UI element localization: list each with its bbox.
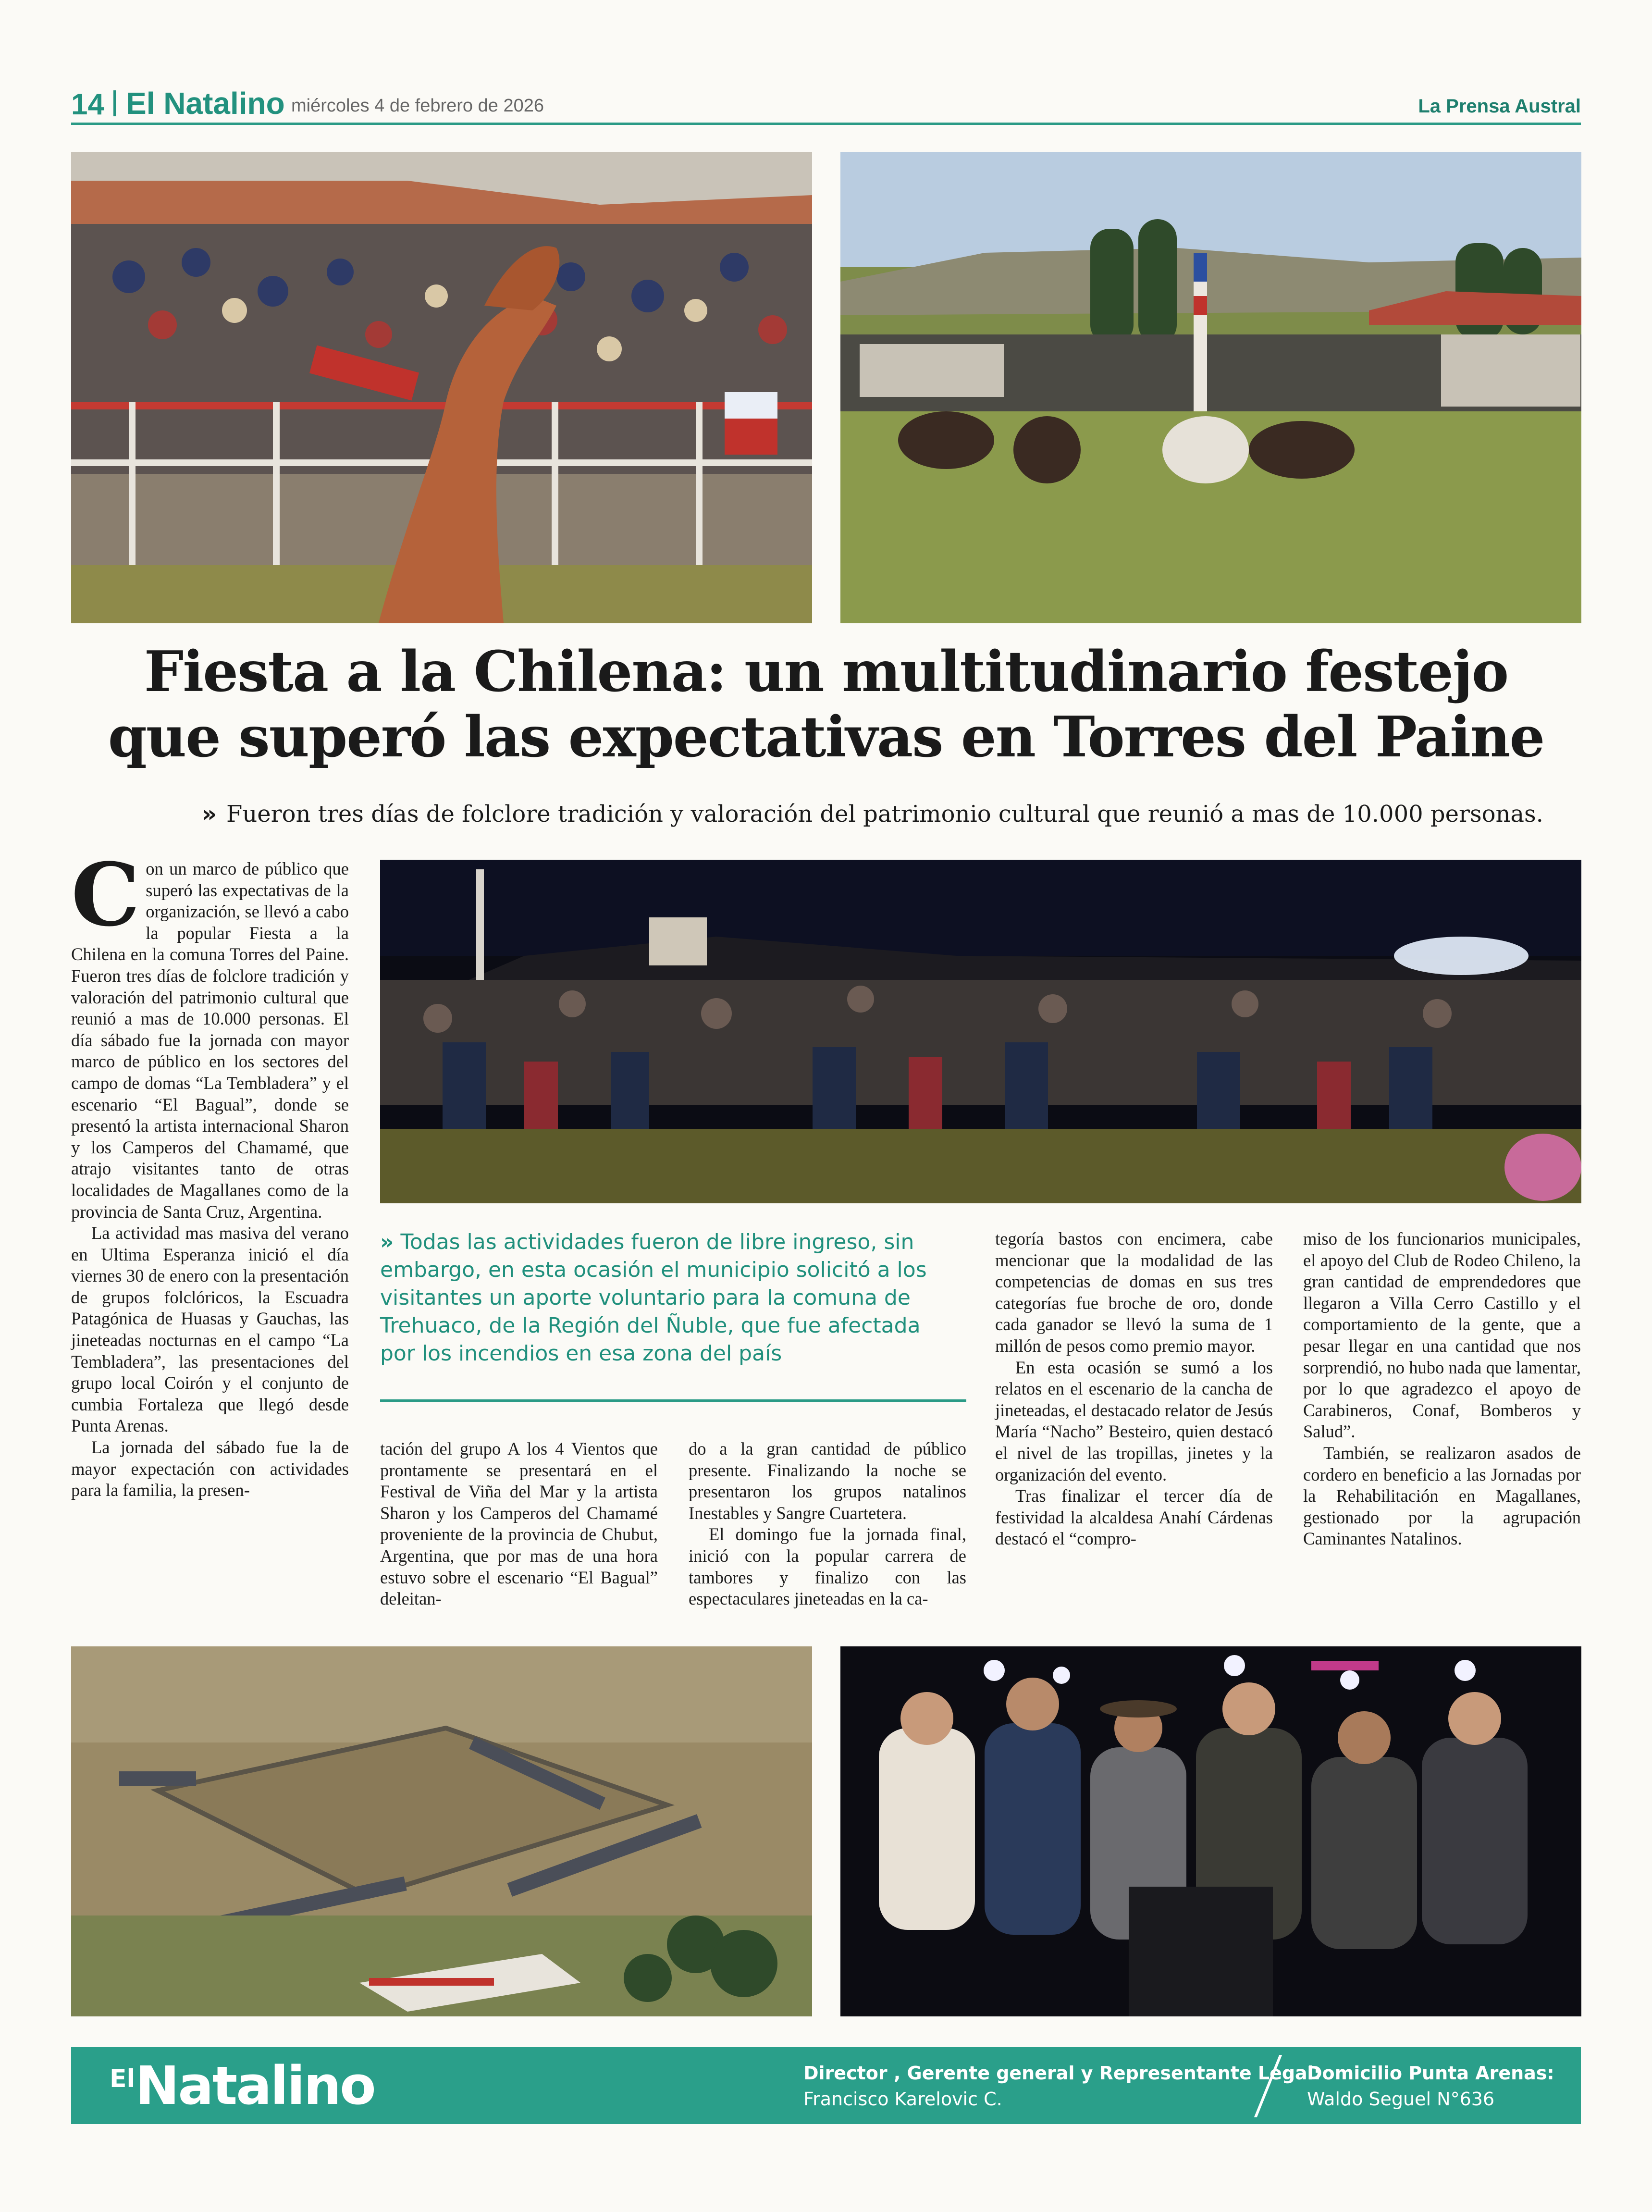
pull-quote (380, 1228, 962, 1368)
director-name: Francisco Karelovic C. (803, 2088, 1002, 2110)
arena-photo (840, 152, 1581, 623)
subheadline-text: Fueron tres días de folclore tradición y valoración del patrimonio cultural que reunió a mas de 10.000 personas. (226, 801, 1543, 828)
article-column-5 (1303, 1228, 1581, 1550)
publication-name: La Prensa Austral (1418, 96, 1581, 117)
address-value: Waldo Seguel N°636 (1307, 2088, 1495, 2110)
article-column-4 (995, 1228, 1273, 1550)
article-paragraph (71, 844, 349, 1223)
article-column-1 (71, 844, 349, 1501)
section-title: El Natalino (126, 86, 285, 121)
director-label: Director , Gerente general y Representante Legal: (803, 2063, 1321, 2084)
article-paragraph: La jornada del sábado fue la de mayor expectación con actividades para la familia, la presen- (71, 1437, 349, 1500)
paragraph-text: on un marco de público que superó las expectativas de la organización, se llevó a cabo la popular Fiesta a la Chilena en la comuna Torres del Paine. Fueron tres días de folclore tradición y valoración del patrimonio cultural que reunió a mas de 10.000 personas. El día sábado fue la jornada con mayor marco de público en los sectores del campo de domas “La Tembladera” y el escenario “El Bagual”, donde se presentó la artista internacional Sharon y los Camperos del Chamamé, que atrajo visitantes tanto de otras localidades de Magallanes como de la provincia de Santa Cruz, Argentina. (71, 859, 349, 1222)
night-crowd-photo (380, 860, 1581, 1203)
page-number: 14 (71, 88, 104, 121)
drop-cap: C (71, 844, 140, 946)
pull-quote-rule (380, 1399, 966, 1402)
headline-line-2: que superó las expectativas en Torres del Paine (108, 704, 1544, 770)
headline-line-1: Fiesta a la Chilena: un multitudinario festejo (144, 639, 1508, 704)
rodeo-photo (71, 152, 812, 623)
article-paragraph: miso de los funcionarios municipales, el apoyo del Club de Rodeo Chileno, la gran cantidad de emprendedores que llegaron a Villa Cerro Castillo y el comportamiento de la gente, que a pesar llegar en una cantidad que nos sorprendió, no hubo nada que lamentar, por lo que agradezco el apoyo de Carabineros, Conaf, Bomberos y Salud”. (1303, 1229, 1581, 1442)
chevron-right-icon: » (380, 1230, 394, 1254)
article-paragraph: En esta ocasión se sumó a los relatos en el escenario de la cancha de jineteadas, el destacado relator de Jesús María “Nacho” Besteiro, quien destacó el nivel de las tropillas, jinetes y la organización del evento. (995, 1357, 1273, 1484)
issue-date: miércoles 4 de febrero de 2026 (291, 96, 544, 116)
footer-logo (110, 2055, 375, 2116)
pull-quote-text: Todas las actividades fueron de libre ingreso, sin embargo, en esta ocasión el municipio solicitó a los visitantes un aporte voluntario para la comuna de Trehuaco, de la Región del Ñuble, que fue afectada por los incendios en esa zona del país (380, 1230, 927, 1366)
article-subheadline (202, 801, 1581, 828)
article-paragraph: tación del grupo A los 4 Vientos que prontamente se presentará en el Festival de Viña del Mar y la artista Sharon y los Camperos del Chamamé proveniente de la provincia de Chubut, Argentina, que por mas de una hora estuvo sobre el escenario “El Bagual” deleitan- (380, 1439, 658, 1609)
article-paragraph: El domingo fue la jornada final, inició con la popular carrera de tambores y finalizo con las espectaculares jineteadas en la ca- (689, 1524, 966, 1609)
article-paragraph: Tras finalizar el tercer día de festividad la alcaldesa Anahí Cárdenas destacó el “compro- (995, 1486, 1273, 1549)
logo-el: El (110, 2064, 136, 2093)
article-paragraph: tegoría bastos con encimera, cabe mencionar que la modalidad de las competencias de domas en sus tres categorías fue broche de oro, donde cada ganador se llevó la suma de 1 millón de pesos como premio mayor. (995, 1229, 1273, 1356)
logo-natalino: Natalino (135, 2055, 375, 2116)
aerial-photo (71, 1646, 812, 2016)
address-label: Domicilio Punta Arenas: (1307, 2063, 1554, 2084)
stage-officials-photo (840, 1646, 1581, 2016)
article-paragraph: También, se realizaron asados de cordero en beneficio a las Jornadas por la Rehabilitación en Magallanes, gestionado por la agrupación Caminantes Natalinos. (1303, 1443, 1581, 1549)
chevron-right-icon: » (202, 801, 217, 828)
header-rule (71, 123, 1581, 125)
article-headline (71, 639, 1581, 770)
article-paragraph: do a la gran cantidad de público presente. Finalizando la noche se presentaron los grupos natalinos Inestables y Sangre Cuartetera. (689, 1439, 966, 1523)
article-column-2 (380, 1438, 658, 1610)
article-paragraph: La actividad mas masiva del verano en Ultima Esperanza inició el día viernes 30 de enero con la presentación de grupos folclóricos, la Escuadra Patagónica de Huasas y Gauchas, las jineteadas nocturnas en el campo “La Tembladera”, las presentaciones del grupo local Coirón y el conjunto de cumbia Fortaleza que llegó desde Punta Arenas. (71, 1223, 349, 1436)
article-column-3 (689, 1438, 966, 1610)
header-divider (113, 90, 116, 116)
